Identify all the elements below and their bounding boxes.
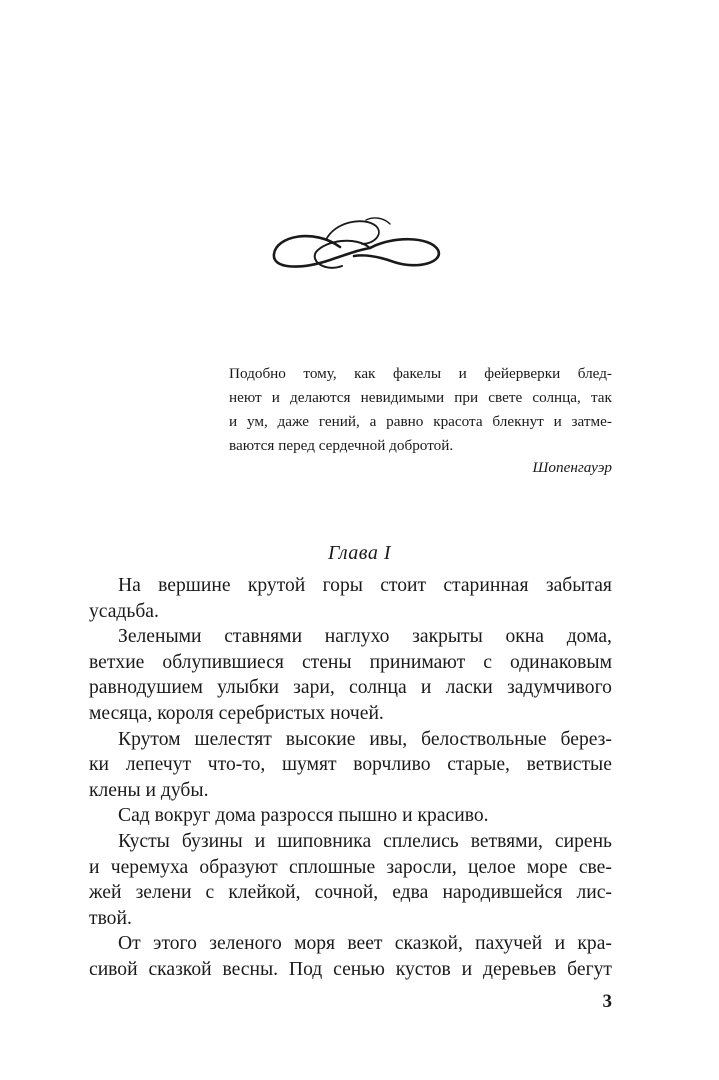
- body-line: равнодушием улыбки зари, солнца и ласки задумчивого: [89, 677, 612, 699]
- decorative-flourish-ornament: [270, 214, 450, 284]
- epigraph-line-4: ваются перед сердечной добротой.: [229, 437, 454, 454]
- body-line: сивой сказкой весны. Под сенью кустов и деревьев бегут: [89, 958, 612, 980]
- page-number: 3: [602, 991, 612, 1012]
- body-line: клены и дубы.: [89, 779, 209, 801]
- body-line: Крутом шелестят высокие ивы, белоствольные берез-: [118, 728, 612, 750]
- body-line: Кусты бузины и шиповника сплелись ветвями, сирень: [118, 830, 612, 852]
- chapter-title: Глава I: [328, 542, 391, 564]
- epigraph-line-3: и ум, даже гений, а равно красота блекнут и затме-: [229, 413, 612, 430]
- body-line: твой.: [89, 907, 132, 929]
- body-line: ки лепечут что-то, шумят ворчливо старые, ветвистые: [89, 754, 612, 776]
- epigraph-quote: [229, 362, 612, 458]
- body-line: усадьба.: [89, 600, 159, 622]
- body-line: Сад вокруг дома разросся пышно и красиво.: [118, 805, 489, 827]
- epigraph-line-1: Подобно тому, как факелы и фейерверки блед-: [229, 365, 612, 382]
- body-line: месяца, короля серебристых ночей.: [89, 702, 384, 724]
- body-line: ветхие облупившиеся стены принимают с одинаковым: [89, 651, 612, 673]
- body-line: На вершине крутой горы стоит старинная забытая: [118, 575, 612, 596]
- body-line: жей зелени с клейкой, сочной, едва народившейся лис-: [89, 882, 612, 904]
- body-line: и черемуха образуют сплошные заросли, целое море све-: [89, 856, 612, 878]
- body-line: От этого зеленого моря веет сказкой, пахучей и кра-: [118, 933, 612, 955]
- body-line: Зелеными ставнями наглухо закрыты окна дома,: [118, 626, 612, 648]
- epigraph-author: Шопенгауэр: [532, 459, 612, 476]
- epigraph-line-2: неют и делаются невидимыми при свете солнца, так: [229, 389, 612, 406]
- chapter-body-text: [89, 573, 612, 983]
